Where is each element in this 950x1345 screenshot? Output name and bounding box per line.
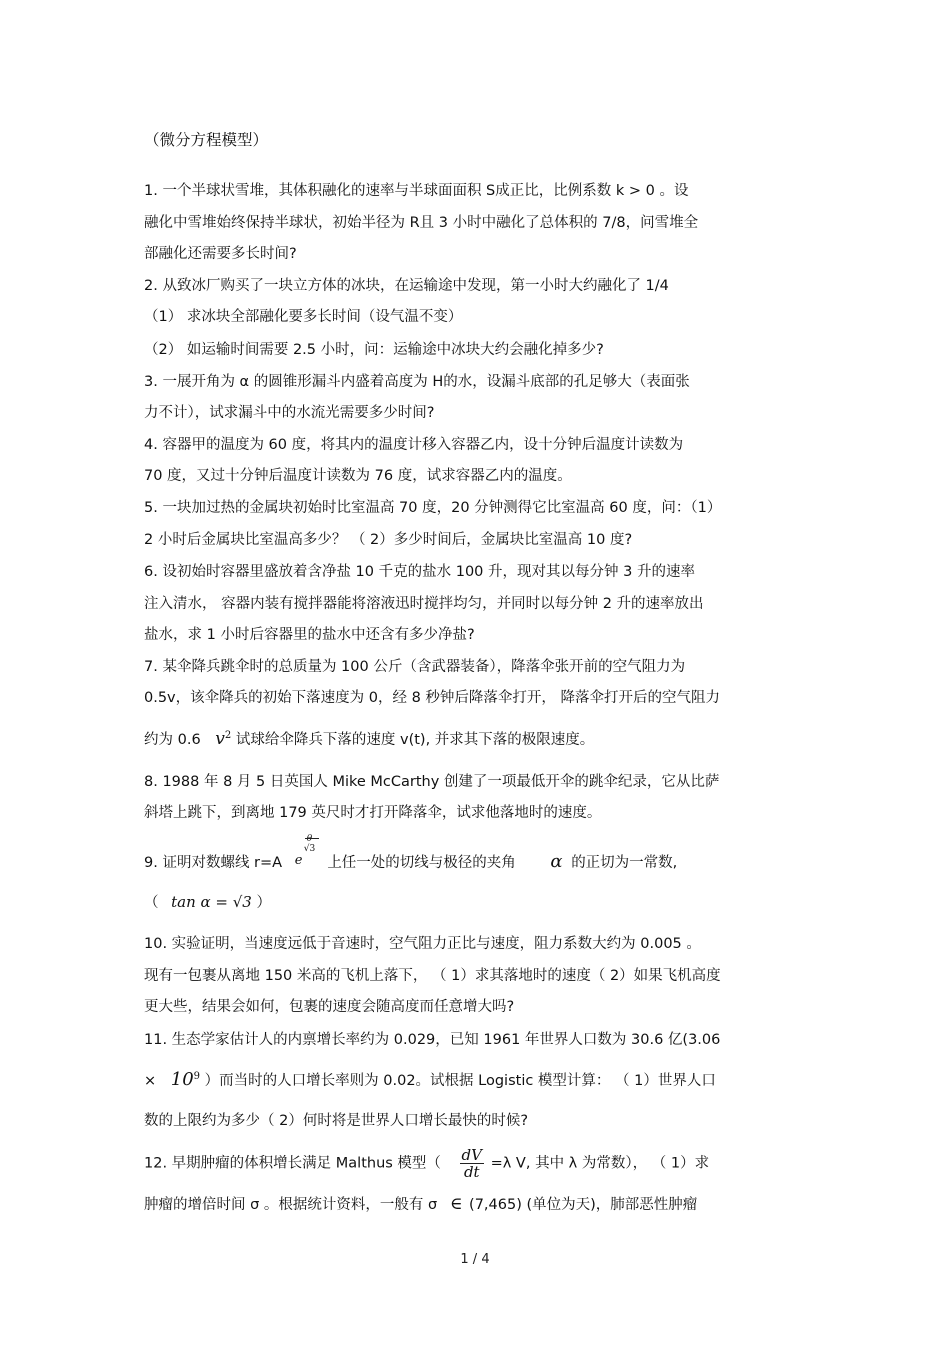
- text-line: 5. 一块加过热的金属块初始时比室温高 70 度，20 分钟测得它比室温高 60 度，问：（1）: [144, 500, 722, 516]
- formula-ten: 10: [170, 1068, 194, 1090]
- text-segment: =λ V, 其中 λ 为常数）， （ 1）求: [490, 1155, 710, 1172]
- element-of-symbol: ∈: [449, 1194, 463, 1214]
- text-segment: 的正切为一常数,: [571, 855, 678, 871]
- text-segment: 试球给伞降兵下落的速度 v(t), 并求其下落的极限速度。: [235, 731, 595, 748]
- text-line: 更大些，结果会如何，包裹的速度会随高度而任意增大吗?: [144, 999, 515, 1015]
- formula-exponent: 9: [193, 1071, 201, 1082]
- text-line: 4. 容器甲的温度为 60 度，将其内的温度计移入容器乙内，设十分钟后温度计读数为: [144, 437, 684, 453]
- text-line: 力不计），试求漏斗中的水流光需要多少时间?: [144, 405, 435, 421]
- text-line: 3. 一展开角为 α 的圆锥形漏斗内盛着高度为 H的水，设漏斗底部的孔足够大（表面张: [144, 374, 690, 390]
- text-line: 现有一包裹从离地 150 米高的飞机上落下， （ 1）求其落地时的速度（ 2）如果飞机高度: [144, 968, 721, 984]
- formula-alpha: α: [550, 851, 563, 872]
- formula-exponent: 2: [224, 730, 232, 741]
- text-segment: 9. 证明对数螺线 r=A: [144, 855, 283, 871]
- text-line: 盐水，求 1 小时后容器里的盐水中还含有多少净盐?: [144, 627, 475, 643]
- formula-tan: tan α = √3: [171, 893, 252, 911]
- text-line: （1） 求冰块全部融化要多长时间（设气温不变）: [144, 309, 463, 325]
- page-number: 1 / 4: [460, 1252, 490, 1267]
- text-segment: 约为 0.6: [144, 731, 201, 748]
- text-line: 1. 一个半球状雪堆，其体积融化的速率与半球面面积 S成正比，比例系数 k > 0 。设: [144, 183, 689, 199]
- text-line: 8. 1988 年 8 月 5 日英国人 Mike McCarthy 创建了一项最低开伞的跳伞纪录，它从比萨: [144, 774, 720, 790]
- text-line: 部融化还需要多长时间?: [144, 246, 297, 262]
- formula-sqrt3: √3: [303, 844, 316, 854]
- text-line-formula: [144, 1194, 697, 1215]
- fraction-denominator: dt: [463, 1163, 480, 1181]
- text-line: 11. 生态学家估计人的内禀增长率约为 0.029，已知 1961 年世界人口数为 30.6 亿(3.06: [144, 1032, 721, 1048]
- text-segment: ）而当时的人口增长率则为 0.02。试根据 Logistic 模型计算： （ 1）世界人口: [204, 1072, 716, 1089]
- text-segment: （: [144, 895, 159, 911]
- text-line: 2. 从致冰厂购买了一块立方体的冰块，在运输途中发现，第一小时大约融化了 1/4: [144, 278, 669, 294]
- text-line: 6. 设初始时容器里盛放着含净盐 10 千克的盐水 100 升，现对其以每分钟 3 升的速率: [144, 564, 695, 580]
- text-line: 融化中雪堆始终保持半球状，初始半径为 R且 3 小时中融化了总体积的 7/8，问雪堆全: [144, 215, 699, 231]
- text-line: 0.5v，该伞降兵的初始下落速度为 0，经 8 秒钟后降落伞打开， 降落伞打开后的空气阻力: [144, 690, 721, 706]
- text-line: 7. 某伞降兵跳伞时的总质量为 100 公斤（含武器装备），降落伞张开前的空气阻力为: [144, 659, 686, 675]
- fraction-numerator: dV: [461, 1146, 482, 1164]
- formula-dvdt: [460, 1147, 484, 1180]
- text-line: 注入清水， 容器内装有搅拌器能将溶液迅时搅拌均匀，并同时以每分钟 2 升的速率放出: [144, 596, 704, 612]
- text-line-formula: [144, 1147, 709, 1180]
- formula-e: e: [294, 853, 303, 868]
- text-line-formula: [144, 1067, 716, 1091]
- text-line-formula: [144, 834, 678, 873]
- text-segment: ）: [256, 895, 271, 911]
- text-segment: 12. 早期肿瘤的体积增长满足 Malthus 模型（: [144, 1155, 441, 1172]
- text-segment: ×: [144, 1072, 157, 1089]
- page-title: （微分方程模型）: [144, 131, 269, 149]
- text-line: 数的上限约为多少（ 2）何时将是世界人口增长最快的时候?: [144, 1113, 529, 1129]
- text-line: （2） 如运输时间需要 2.5 小时，问：运输途中冰块大约会融化掉多少?: [144, 342, 604, 358]
- text-line-formula: [144, 726, 594, 750]
- text-line: 70 度，又过十分钟后温度计读数为 76 度，试求容器乙内的温度。: [144, 468, 572, 484]
- formula-v: v: [215, 728, 225, 749]
- text-line: 斜塔上跳下，到离地 179 英尺时才打开降落伞，试求他落地时的速度。: [144, 805, 602, 821]
- formula-theta: θ: [306, 834, 313, 844]
- text-segment: 上任一处的切线与极径的夹角: [327, 855, 516, 871]
- text-line-formula: [144, 892, 271, 913]
- text-segment: (7,465) (单位为天)，肺部恶性肿瘤: [469, 1197, 698, 1213]
- formula-exponential: [293, 834, 323, 868]
- text-segment: 肿瘤的增倍时间 σ 。根据统计资料，一般有 σ: [144, 1197, 438, 1213]
- text-line: 2 小时后金属块比室温高多少？ （ 2）多少时间后，金属块比室温高 10 度?: [144, 532, 633, 548]
- text-line: 10. 实验证明，当速度远低于音速时，空气阻力正比与速度，阻力系数大约为 0.005 。: [144, 936, 701, 952]
